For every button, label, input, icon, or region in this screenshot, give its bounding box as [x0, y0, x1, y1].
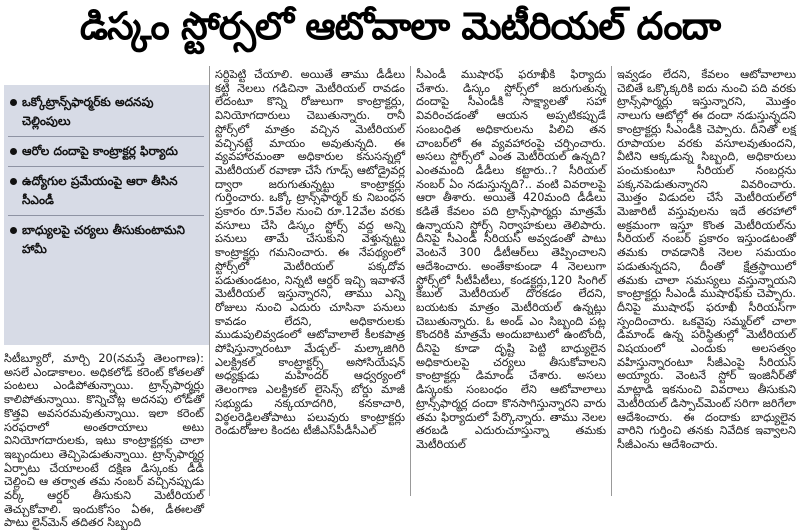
article-column-4	[617, 68, 796, 497]
highlight-text: ఆరోల దందాపై కాంట్రాక్టర్ల ఫిర్యాదు	[22, 144, 178, 158]
highlight-item	[8, 136, 204, 161]
article-column-3	[416, 68, 606, 497]
bullet-icon	[10, 227, 17, 234]
headline: డిస్కం స్టోర్సలో ఆటోవాలా మెటీరియల్ దందా	[79, 4, 721, 48]
bullet-icon	[10, 178, 17, 185]
article-paragraph: సీఎండీ ముషారఫ్ ఫరూఖీకి ఫిర్యాదు చేశారు. డిస్కం స్టోర్స్‌లో జరుగుతున్న దందాపై సీఎండీకి సాక్ష్యాలతో సహా వివరించడంతో ఆయన అప్పటికప్పుడే సంబంధిత అధికారులను పిలిచి తన చాంబర్‌లో ఈ వ్యవహారంపై చర్చించారు. అసలు స్టోర్స్‌లో ఎంత మెటీరియల్ ఉన్నది? ఎంతమంది డీడీలు కట్టారు..? సీరియల్ నంబర్ ఏం నడుస్తున్నది?.. వంటి వివరాలపై ఆరా తీశారు. అయితే 420మంది డీడీలు కడితే కేవలం పది ట్రాన్స్‌ఫార్మర్లు మాత్రమే ఉన్నాయని స్టోర్స్ నిర్వాహకులు తెలిపారు. దీనిపై సీఎండీ సీరియస్ అవ్వడంతో పాటు వెంటనే 300 డీటీఆర్‌లు తెప్పించాలని ఆదేశించారు. అంతేకాకుండా 4 నెలలుగా స్టోర్స్‌లో సీటీపీటీలు, కండక్టర్లు,120 సింగిల్ కేబుల్ మెటీరియల్ దొరకడం లేదని, బయటకు మాత్రం మెటీరియల్ ఉన్నట్లు చెబుతున్నారు. ఓ అండ్ ఎం సిబ్బంది పట్ల కొందరికి మాత్రమే అందుబాటులో ఉంటోంది, దీనిపై కూడా దృష్టి పెట్టి బాధ్యులైన అధికారులపై చర్యలు తీసుకోవాలని కాంట్రాక్టర్లు డిమాండ్ చేశారు. అసలు డిస్కంకు సంబంధం లేని ఆటోవాలాలు ట్రాన్స్‌ఫార్మర్ల దందా కొనసాగిస్తున్నారని వారు తమ ఫిర్యాదులో పేర్కొన్నారు. తాము నెలల తరబడి ఎదురుచూస్తున్నా తమకు మెటీరియల్	[416, 68, 606, 451]
bullet-icon	[10, 148, 17, 155]
article-paragraph: సర్దిపెట్టి చేయాలి. అయితే తాము డీడీలు కట్టి నెలలు గడిచినా మెటీరియల్ రావడం లేదంటూ కొన్ని రోజులుగా కాంట్రాక్టర్లు, వినియోగదారులు చెబుతున్నారు. రానీ స్టోర్స్‌లో మాత్రం వచ్చిన మెటీరియల్ వచ్చినట్టే మాయం అవుతున్నది. ఈ వ్యవహారమంతా అధికారుల కనుసన్నల్లో మెటీరియల్ రవాణా చేసే గూడ్స్ ఆటోడ్రైవర్ల ద్వారా జరుగుతున్నట్టు కాంట్రాక్టర్లు గుర్తించారు. ఒక్కో ట్రాన్స్‌ఫార్మర్ కు నిబంధన ప్రకారం రూ.5వేల నుంచి రూ.12వేల వరకు వసూలు చేసి డిస్కం స్టోర్స్ వద్ద అన్ని పనులు తామే చేసుకుని వెళ్తున్నట్టు కాంట్రాక్టర్లు గమనించారు. ఈ నేపథ్యంలో స్టోర్స్‌లో మెటీరియల్ పక్కదోవ పడుతుండటం, నిన్నటి ఆర్డర్ ఇచ్చి ఇవాళనే మెటీరియల్ ఇస్తున్నారని, తాము ఎన్ని రోజులు నుంచి ఎదురు చూసినా పనులు కావడం లేదని, అధికారులకు ముడుపులివ్వడంలో ఆటోవాలాలే కీలకపాత్ర పోషిస్తున్నారంటూ మేడ్చల్- మల్కాజిగిరి ఎలక్ట్రికల్ కాంట్రాక్టర్స్ అసోసియేషన్ అధ్యక్షుడు మహిందర్ ఆధ్వర్యంలో తెలంగాణ ఎలక్ట్రికల్ లైసెన్స్ బోర్డు మాజీ సభ్యుడు నక్కయాదగిరి, కనకాచారి, విఠ్ఠలరెడ్డిలతోపాటు పలువురు కాంట్రాక్టర్లు రెండురోజుల కిందట టీజీఎస్‌పీడీసీఎల్	[215, 68, 405, 438]
highlight-item	[8, 215, 204, 259]
highlight-text: బాధ్యులపై చర్యలు తీసుకుంటామని హామీ	[22, 223, 185, 256]
highlight-text: ఉద్యోగుల ప్రమేయంపై ఆరా తీసిన సీఎండీ	[22, 174, 178, 207]
column-divider	[410, 66, 411, 496]
article-column-2	[215, 68, 405, 497]
highlight-text: ఒక్కోట్రాన్స్‌ఫార్మర్‌కు అదనపు చెల్లింపులు	[22, 95, 154, 128]
bullet-icon	[10, 99, 17, 106]
article-paragraph: ఇవ్వడం లేదని, కేవలం ఆటోవాలాలు చెబితే ఒక్కొక్కరికి ఐదు నుంచి పది వరకు ట్రాన్స్‌ఫార్మర్లు ఇస్తున్నారని, మొత్తం నాలుగు ఆటోల్లో ఈ దందా నడుస్తున్నదని కాంట్రాక్టర్లు సీఎండీకి చెప్పారు. దీనితో లక్ష రూపాయల వరకు వసూలవుతుందని, వీటిని ఆక్కడున్న సిబ్బంది, అధికారులు పంచుకుంటూ సీరియల్ నంబర్లను పక్కనపెడుతున్నారని వివరించారు. మొత్తం విడుదల చేసే మెటీరియల్‌లో మెజారిటీ వస్తువులను ఇదే తరహాలో అక్రమంగా ఇస్తూ కొంత మెటీరియల్‌ను సీరియల్ నంబర్ ప్రకారం ఇస్తుండటంతో తమకు రావడానికి నెలల సమయం పడుతున్నదని, దీంతో క్షేత్రస్థాయిలో తమకు చాలా సమస్యలు వస్తున్నాయని కాంట్రాక్టర్లు సీఎండీ ముషారఫ్‌కు చెప్పారు. దీనిపై ముషారఫ్ ఫరూఖీ సీరియస్‌గా స్పందించారు. ఒకవైపు సమ్మర్‌లో చాలా డిమాండ్ ఉన్న పరిస్థితుల్లో మెటీరియల్ విషయంలో ఎందుకు అలసత్వం వహిస్తున్నారంటూ సీజీఎంపై సీరియస్ అయ్యారు. వెంటనే స్టోర్ ఇంజినీర్‌తో మాట్లాడి ఇకనుంచి వివరాలు తీసుకుని మెటీరియల్ డిస్పాచ్‌మెంట్ సరిగా జరిగేలా ఆదేశించారు. ఈ దందాకు బాధ్యులైన వారిని గుర్తించి తనకు నివేదిక ఇవ్వాలని సీజీఎంను ఆదేశించారు.	[617, 68, 796, 451]
highlights-box	[4, 85, 210, 345]
column-divider	[209, 66, 210, 496]
article-paragraph: సిటీబ్యూరో, మార్చి 20(నమస్తే తెలంగాణ): అసలే ఎండాకాలం. అధికలోడ్ కరెంట్ కోతలతో పంటలు ఎండిపోతున్నాయి. ట్రాన్స్‌ఫార్మర్లు కాలిపోతున్నాయి. కొన్నిచోట్ల అదనపు లోడ్‌తో కొత్తవి అవసరమవుతున్నాయి. ఇలా కరెంట్ సరఫరాలో అంతరాయాలు అటు వినియోగదారులకు, ఇటు కాంట్రాక్టర్లకు చాలా ఇబ్బందులు తెచ్చిపెడుతున్నాయి. ట్రాన్స్‌ఫార్మర్ల ఏర్పాటు చేయాలంటే దక్షిణ డిస్కంకు డీడీ చెల్లించి ఆ తర్వాత తమ నంబర్ వచ్చినప్పుడు వర్క్ ఆర్డర్ తీసుకుని మెటీరియల్ తెచ్చుకోవాలి. ఇందుకోసం ఏఈ, డీఈలతో పాటు లైన్‌మెన్ తదితర సిబ్బంది	[4, 352, 204, 530]
column-divider	[611, 66, 612, 496]
article-column-1	[4, 352, 204, 530]
highlight-item	[8, 93, 204, 131]
highlight-item	[8, 166, 204, 210]
